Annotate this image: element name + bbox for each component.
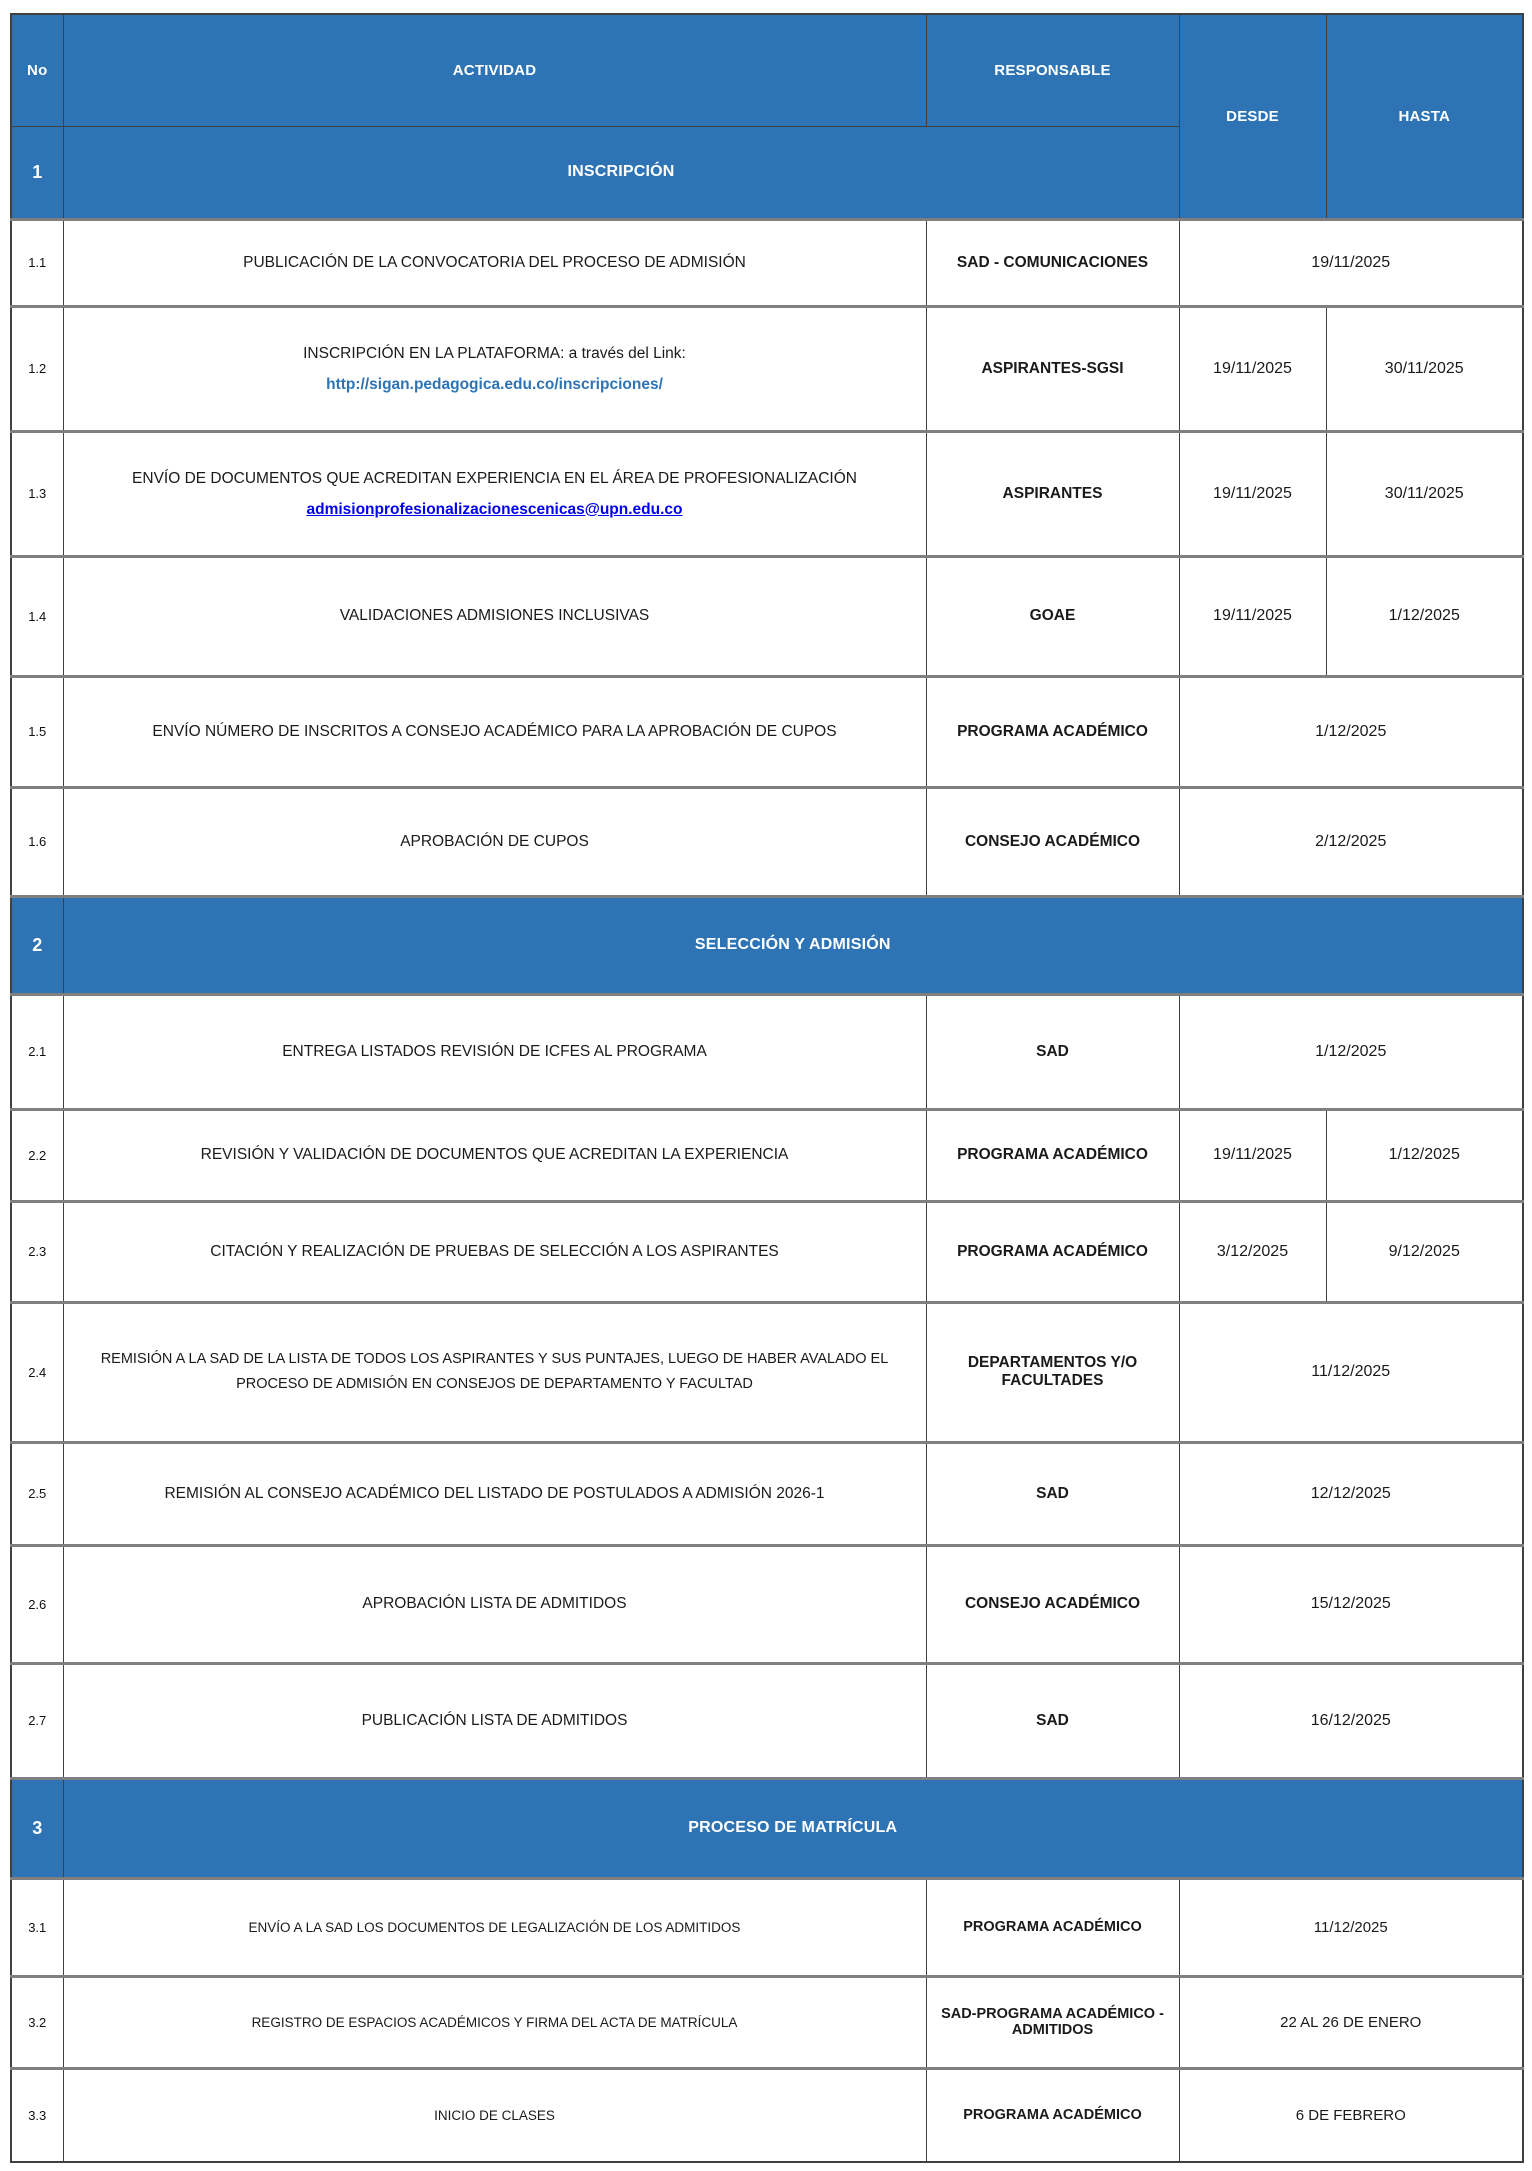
table-row: [11, 219, 1523, 306]
row-number: 2.5: [11, 1442, 63, 1545]
table-row: [11, 1109, 1523, 1201]
table-row: [11, 1302, 1523, 1442]
date-merged: 11/12/2025: [1179, 1302, 1523, 1442]
date-merged: 6 DE FEBRERO: [1179, 2068, 1523, 2162]
row-number: 3.2: [11, 1976, 63, 2068]
date-desde: 19/11/2025: [1179, 431, 1326, 556]
row-number: 1.3: [11, 431, 63, 556]
table-row: [11, 1201, 1523, 1302]
responsable-text: CONSEJO ACADÉMICO: [926, 787, 1179, 896]
date-merged: 15/12/2025: [1179, 1545, 1523, 1663]
date-hasta: 30/11/2025: [1326, 431, 1523, 556]
responsable-text: PROGRAMA ACADÉMICO: [926, 1878, 1179, 1976]
row-number: 2.4: [11, 1302, 63, 1442]
activity-text: ENVÍO A LA SAD LOS DOCUMENTOS DE LEGALIZACIÓN DE LOS ADMITIDOS: [63, 1878, 926, 1976]
date-hasta: 1/12/2025: [1326, 556, 1523, 676]
table-row: [11, 2068, 1523, 2162]
date-merged: 19/11/2025: [1179, 219, 1523, 306]
date-hasta: 30/11/2025: [1326, 306, 1523, 431]
date-merged: 1/12/2025: [1179, 994, 1523, 1109]
responsable-text: ASPIRANTES-SGSI: [926, 306, 1179, 431]
responsable-text: ASPIRANTES: [926, 431, 1179, 556]
activity-text: PUBLICACIÓN LISTA DE ADMITIDOS: [63, 1663, 926, 1778]
responsable-text: PROGRAMA ACADÉMICO: [926, 2068, 1179, 2162]
row-number: 1.4: [11, 556, 63, 676]
activity-text: VALIDACIONES ADMISIONES INCLUSIVAS: [63, 556, 926, 676]
section-title: INSCRIPCIÓN: [63, 126, 1179, 219]
col-header-desde: DESDE: [1179, 14, 1326, 219]
table-row: [11, 431, 1523, 556]
date-merged: 12/12/2025: [1179, 1442, 1523, 1545]
activity-text: ENVÍO DE DOCUMENTOS QUE ACREDITAN EXPERIENCIA EN EL ÁREA DE PROFESIONALIZACIÓN: [132, 469, 857, 487]
col-header-actividad: ACTIVIDAD: [63, 14, 926, 126]
activity-text: REVISIÓN Y VALIDACIÓN DE DOCUMENTOS QUE ACREDITAN LA EXPERIENCIA: [63, 1109, 926, 1201]
date-desde: 3/12/2025: [1179, 1201, 1326, 1302]
section-number: 3: [11, 1778, 63, 1878]
table-row: [11, 994, 1523, 1109]
activity-cell: [63, 306, 926, 431]
activity-text: APROBACIÓN DE CUPOS: [63, 787, 926, 896]
date-desde: 19/11/2025: [1179, 1109, 1326, 1201]
responsable-text: CONSEJO ACADÉMICO: [926, 1545, 1179, 1663]
responsable-text: SAD: [926, 1442, 1179, 1545]
activity-text: REMISIÓN A LA SAD DE LA LISTA DE TODOS LOS ASPIRANTES Y SUS PUNTAJES, LUEGO DE HABER AVALADO EL PROCESO DE ADMISIÓN EN CONSEJOS DE DEPARTAMENTO Y FACULTAD: [63, 1302, 926, 1442]
section-title: PROCESO DE MATRÍCULA: [63, 1778, 1523, 1878]
row-number: 2.3: [11, 1201, 63, 1302]
responsable-text: GOAE: [926, 556, 1179, 676]
activity-cell: [63, 431, 926, 556]
responsable-text: PROGRAMA ACADÉMICO: [926, 1201, 1179, 1302]
row-number: 3.1: [11, 1878, 63, 1976]
activity-text: INICIO DE CLASES: [63, 2068, 926, 2162]
date-merged: 1/12/2025: [1179, 676, 1523, 787]
section-number: 1: [11, 126, 63, 219]
header-row: [11, 14, 1523, 126]
col-header-responsable: RESPONSABLE: [926, 14, 1179, 126]
table-row: [11, 556, 1523, 676]
responsable-text: SAD-PROGRAMA ACADÉMICO - ADMITIDOS: [926, 1976, 1179, 2068]
row-number: 1.2: [11, 306, 63, 431]
row-number: 2.7: [11, 1663, 63, 1778]
row-number: 1.6: [11, 787, 63, 896]
date-merged: 22 AL 26 DE ENERO: [1179, 1976, 1523, 2068]
section-row-3: [11, 1778, 1523, 1878]
responsable-text: PROGRAMA ACADÉMICO: [926, 1109, 1179, 1201]
responsable-text: DEPARTAMENTOS Y/O FACULTADES: [926, 1302, 1179, 1442]
row-number: 1.1: [11, 219, 63, 306]
table-row: [11, 1663, 1523, 1778]
activity-text: PUBLICACIÓN DE LA CONVOCATORIA DEL PROCESO DE ADMISIÓN: [63, 219, 926, 306]
table-row: [11, 787, 1523, 896]
col-header-no: No: [11, 14, 63, 126]
responsable-text: SAD: [926, 994, 1179, 1109]
admission-email-link[interactable]: admisionprofesionalizacionescenicas@upn.edu.co: [306, 500, 683, 518]
row-number: 2.1: [11, 994, 63, 1109]
date-desde: 19/11/2025: [1179, 556, 1326, 676]
responsable-text: SAD - COMUNICACIONES: [926, 219, 1179, 306]
table-row: [11, 1545, 1523, 1663]
row-number: 1.5: [11, 676, 63, 787]
table-row: [11, 1878, 1523, 1976]
activity-text: INSCRIPCIÓN EN LA PLATAFORMA: a través del Link:: [303, 344, 686, 362]
section-number: 2: [11, 896, 63, 994]
activity-text: REGISTRO DE ESPACIOS ACADÉMICOS Y FIRMA DEL ACTA DE MATRÍCULA: [63, 1976, 926, 2068]
row-number: 2.6: [11, 1545, 63, 1663]
date-desde: 19/11/2025: [1179, 306, 1326, 431]
activity-text: ENVÍO NÚMERO DE INSCRITOS A CONSEJO ACADÉMICO PARA LA APROBACIÓN DE CUPOS: [63, 676, 926, 787]
responsable-text: PROGRAMA ACADÉMICO: [926, 676, 1179, 787]
inscription-link[interactable]: http://sigan.pedagogica.edu.co/inscripciones/: [326, 375, 663, 393]
date-hasta: 1/12/2025: [1326, 1109, 1523, 1201]
table-row: [11, 676, 1523, 787]
table-row: [11, 1976, 1523, 2068]
section-row-2: [11, 896, 1523, 994]
row-number: 2.2: [11, 1109, 63, 1201]
row-number: 3.3: [11, 2068, 63, 2162]
table-row: [11, 306, 1523, 431]
date-merged: 16/12/2025: [1179, 1663, 1523, 1778]
activity-text: APROBACIÓN LISTA DE ADMITIDOS: [63, 1545, 926, 1663]
table-row: [11, 1442, 1523, 1545]
section-title: SELECCIÓN Y ADMISIÓN: [63, 896, 1523, 994]
col-header-hasta: HASTA: [1326, 14, 1523, 219]
responsable-text: SAD: [926, 1663, 1179, 1778]
date-hasta: 9/12/2025: [1326, 1201, 1523, 1302]
date-merged: 2/12/2025: [1179, 787, 1523, 896]
activity-text: ENTREGA LISTADOS REVISIÓN DE ICFES AL PROGRAMA: [63, 994, 926, 1109]
date-merged: 11/12/2025: [1179, 1878, 1523, 1976]
admission-schedule-table: [10, 13, 1524, 2163]
activity-text: CITACIÓN Y REALIZACIÓN DE PRUEBAS DE SELECCIÓN A LOS ASPIRANTES: [63, 1201, 926, 1302]
activity-text: REMISIÓN AL CONSEJO ACADÉMICO DEL LISTADO DE POSTULADOS A ADMISIÓN 2026-1: [63, 1442, 926, 1545]
